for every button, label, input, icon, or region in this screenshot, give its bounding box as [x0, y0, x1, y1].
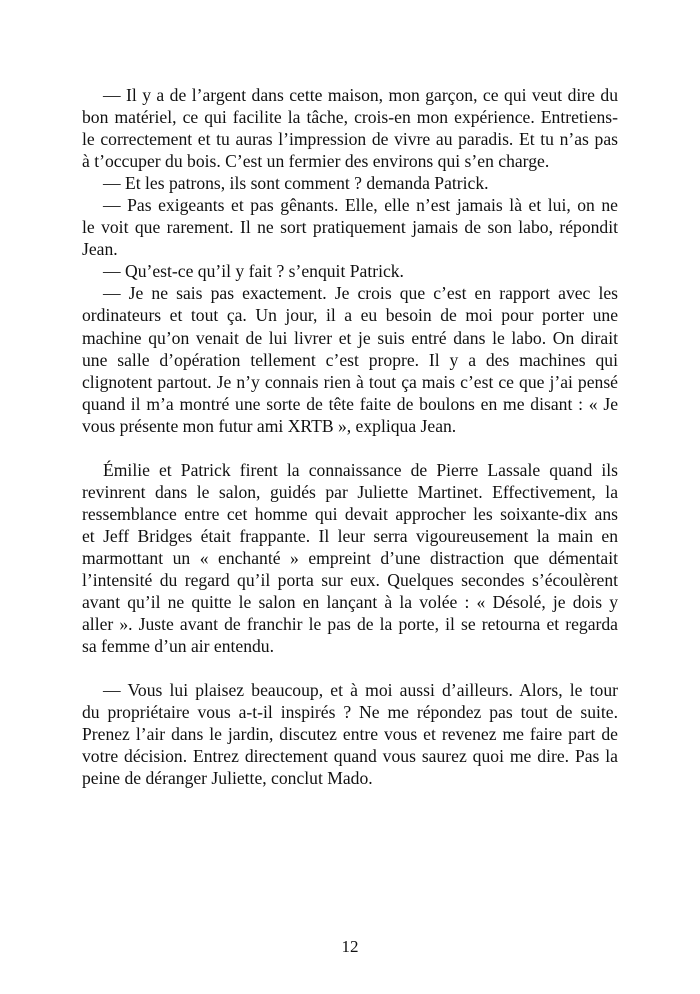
- text-line: marmottant un « enchanté » empreint d’une distraction que démentait: [82, 547, 618, 568]
- text-line: clignotent partout. Je n’y connais rien à tout ça mais c’est ce que j’ai pensé: [82, 371, 618, 392]
- text-line: Jean.: [82, 239, 118, 260]
- text-line: une salle d’opération tellement c’est propre. Il y a des machines qui: [82, 349, 618, 370]
- text-line: — Je ne sais pas exactement. Je crois que c’est en rapport avec les: [103, 283, 618, 304]
- text-line: ressemblance entre cet homme qui devait approcher les soixante-dix ans: [82, 503, 618, 524]
- section-break: [82, 657, 618, 679]
- text-line: — Pas exigeants et pas gênants. Elle, elle n’est jamais là et lui, on ne: [103, 195, 618, 216]
- text-line: l’intensité du regard qu’il porta sur eux. Quelques secondes s’écoulèrent: [82, 570, 618, 591]
- paragraph: [82, 282, 618, 436]
- text-line: avant qu’il ne quitte le salon en lançant à la volée : « Désolé, je dois y: [82, 592, 618, 613]
- paragraph: [82, 260, 618, 282]
- paragraph: [82, 459, 618, 657]
- text-line: Prenez l’air dans le jardin, discutez entre vous et revenez me faire part de: [82, 724, 618, 745]
- text-line: revinrent dans le salon, guidés par Juliette Martinet. Effectivement, la: [82, 481, 618, 502]
- text-line: du propriétaire vous a-t-il inspirés ? Ne me répondez pas tout de suite.: [82, 702, 618, 723]
- paragraph: [82, 172, 618, 194]
- text-line: Émilie et Patrick firent la connaissance de Pierre Lassale quand ils: [103, 459, 618, 480]
- text-line: à t’occuper du bois. C’est un fermier des environs qui s’en charge.: [82, 151, 550, 172]
- text-line: aller ». Juste avant de franchir le pas de la porte, il se retourna et regarda: [82, 614, 618, 635]
- text-line: vous présente mon futur ami XRTB », expliqua Jean.: [82, 415, 457, 436]
- text-line: — Il y a de l’argent dans cette maison, mon garçon, ce qui veut dire du: [103, 85, 618, 105]
- text-line: et Jeff Bridges était frappante. Il leur serra vigoureusement la main en: [82, 525, 618, 546]
- paragraph: [82, 194, 618, 260]
- text-line: peine de déranger Juliette, conclut Mado.: [82, 768, 373, 789]
- text-line: quand il m’a montré une sorte de tête faite de boulons en me disant : « Je: [82, 393, 618, 414]
- text-line: votre décision. Entrez directement quand vous saurez quoi me dire. Pas la: [82, 746, 618, 767]
- text-line: bon matériel, ce qui facilite la tâche, crois-en mon expérience. Entretiens-: [82, 107, 618, 128]
- text-line: machine qu’on venait de lui livrer et je suis entré dans le labo. On dirait: [82, 327, 618, 348]
- text-line: — Qu’est-ce qu’il y fait ? s’enquit Patrick.: [103, 261, 404, 282]
- page-body: [82, 84, 618, 790]
- page-number: 12: [341, 937, 359, 956]
- paragraph: [82, 84, 618, 172]
- text-line: ordinateurs et tout ça. Un jour, il a eu besoin de moi pour porter une: [82, 305, 618, 326]
- text-line: — Et les patrons, ils sont comment ? demanda Patrick.: [103, 173, 489, 194]
- section-break: [82, 437, 618, 459]
- text-line: sa femme d’un air entendu.: [82, 636, 274, 657]
- text-line: — Vous lui plaisez beaucoup, et à moi aussi d’ailleurs. Alors, le tour: [103, 680, 618, 701]
- paragraph: [82, 679, 618, 789]
- text-line: le correctement et tu auras l’impression de vivre au paradis. Et tu n’as pas: [82, 129, 618, 150]
- text-line: le voit que rarement. Il ne sort pratiquement jamais de son labo, répondit: [82, 217, 618, 238]
